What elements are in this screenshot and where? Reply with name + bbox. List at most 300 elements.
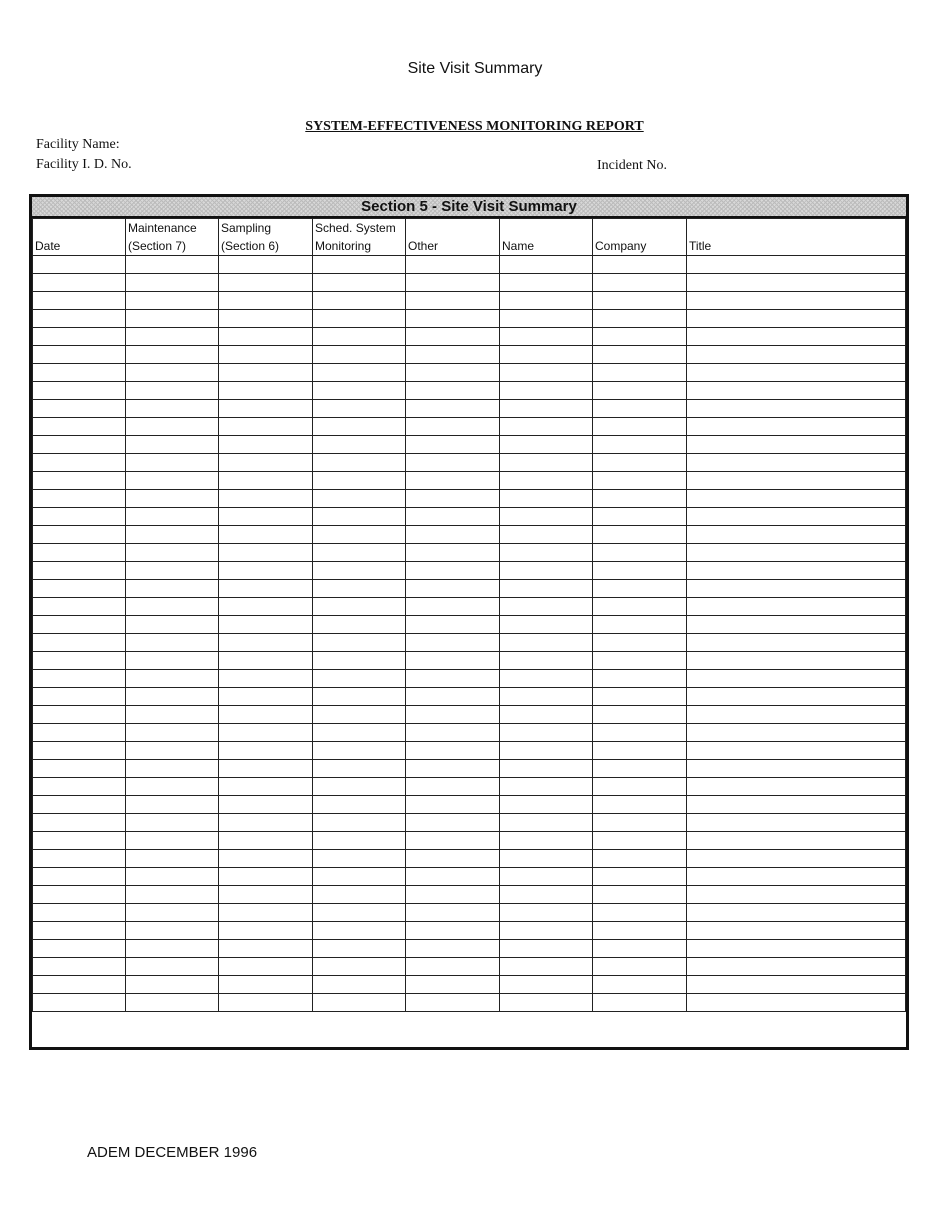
table-cell[interactable] [406,472,500,490]
table-cell[interactable] [313,310,406,328]
table-cell[interactable] [219,778,313,796]
table-cell[interactable] [687,562,906,580]
table-cell[interactable] [313,814,406,832]
table-cell[interactable] [500,274,593,292]
table-cell[interactable] [219,868,313,886]
table-cell[interactable] [313,364,406,382]
table-cell[interactable] [406,616,500,634]
table-cell[interactable] [593,310,687,328]
table-cell[interactable] [313,292,406,310]
table-cell[interactable] [313,562,406,580]
table-cell[interactable] [500,472,593,490]
table-cell[interactable] [687,418,906,436]
table-cell[interactable] [313,652,406,670]
table-cell[interactable] [219,904,313,922]
table-cell[interactable] [500,850,593,868]
table-cell[interactable] [406,994,500,1012]
table-cell[interactable] [406,274,500,292]
table-cell[interactable] [406,310,500,328]
table-cell[interactable] [126,328,219,346]
table-cell[interactable] [219,490,313,508]
table-cell[interactable] [33,688,126,706]
table-cell[interactable] [593,886,687,904]
table-cell[interactable] [406,850,500,868]
table-cell[interactable] [33,526,126,544]
table-cell[interactable] [126,418,219,436]
table-cell[interactable] [219,400,313,418]
table-cell[interactable] [593,778,687,796]
table-cell[interactable] [406,418,500,436]
table-cell[interactable] [406,598,500,616]
table-cell[interactable] [219,940,313,958]
table-cell[interactable] [593,382,687,400]
table-cell[interactable] [593,436,687,454]
table-cell[interactable] [687,436,906,454]
table-cell[interactable] [593,490,687,508]
table-cell[interactable] [219,796,313,814]
table-cell[interactable] [219,958,313,976]
table-cell[interactable] [219,832,313,850]
table-cell[interactable] [313,616,406,634]
table-cell[interactable] [593,832,687,850]
table-cell[interactable] [33,328,126,346]
table-cell[interactable] [500,868,593,886]
table-cell[interactable] [593,652,687,670]
table-cell[interactable] [126,886,219,904]
table-cell[interactable] [33,832,126,850]
table-cell[interactable] [33,796,126,814]
table-cell[interactable] [313,904,406,922]
table-cell[interactable] [687,670,906,688]
table-cell[interactable] [593,598,687,616]
table-cell[interactable] [313,526,406,544]
table-cell[interactable] [313,580,406,598]
table-cell[interactable] [500,832,593,850]
table-cell[interactable] [406,544,500,562]
table-cell[interactable] [219,634,313,652]
table-cell[interactable] [33,454,126,472]
table-cell[interactable] [687,598,906,616]
table-cell[interactable] [313,706,406,724]
table-cell[interactable] [500,688,593,706]
table-cell[interactable] [500,418,593,436]
table-cell[interactable] [500,976,593,994]
table-cell[interactable] [687,958,906,976]
table-cell[interactable] [219,580,313,598]
table-cell[interactable] [219,436,313,454]
table-cell[interactable] [593,976,687,994]
table-cell[interactable] [33,742,126,760]
table-cell[interactable] [33,508,126,526]
table-cell[interactable] [126,868,219,886]
table-cell[interactable] [33,472,126,490]
table-cell[interactable] [406,364,500,382]
table-cell[interactable] [500,400,593,418]
table-cell[interactable] [687,994,906,1012]
table-cell[interactable] [313,400,406,418]
table-cell[interactable] [219,526,313,544]
table-cell[interactable] [593,724,687,742]
table-cell[interactable] [33,400,126,418]
table-cell[interactable] [406,400,500,418]
table-cell[interactable] [687,346,906,364]
table-cell[interactable] [313,382,406,400]
table-cell[interactable] [406,634,500,652]
table-cell[interactable] [687,472,906,490]
table-cell[interactable] [33,958,126,976]
table-cell[interactable] [687,778,906,796]
table-cell[interactable] [219,706,313,724]
table-cell[interactable] [126,958,219,976]
table-cell[interactable] [313,922,406,940]
table-cell[interactable] [126,382,219,400]
table-cell[interactable] [313,994,406,1012]
table-cell[interactable] [406,652,500,670]
table-cell[interactable] [687,832,906,850]
table-cell[interactable] [593,526,687,544]
table-cell[interactable] [313,598,406,616]
table-cell[interactable] [313,688,406,706]
table-cell[interactable] [687,814,906,832]
table-cell[interactable] [219,292,313,310]
table-cell[interactable] [33,814,126,832]
table-cell[interactable] [406,778,500,796]
table-cell[interactable] [219,814,313,832]
table-cell[interactable] [406,436,500,454]
table-cell[interactable] [219,508,313,526]
table-cell[interactable] [406,454,500,472]
table-cell[interactable] [687,904,906,922]
table-cell[interactable] [33,436,126,454]
table-cell[interactable] [593,472,687,490]
table-cell[interactable] [406,562,500,580]
table-cell[interactable] [687,292,906,310]
table-cell[interactable] [33,292,126,310]
table-cell[interactable] [687,922,906,940]
table-cell[interactable] [406,292,500,310]
table-cell[interactable] [500,778,593,796]
table-cell[interactable] [126,796,219,814]
table-cell[interactable] [406,670,500,688]
table-cell[interactable] [126,580,219,598]
table-cell[interactable] [687,616,906,634]
table-cell[interactable] [313,544,406,562]
table-cell[interactable] [313,958,406,976]
table-cell[interactable] [500,382,593,400]
table-cell[interactable] [313,868,406,886]
table-cell[interactable] [500,364,593,382]
table-cell[interactable] [126,724,219,742]
table-cell[interactable] [687,760,906,778]
table-cell[interactable] [313,850,406,868]
table-cell[interactable] [687,364,906,382]
table-cell[interactable] [126,400,219,418]
table-cell[interactable] [593,868,687,886]
table-cell[interactable] [33,346,126,364]
table-cell[interactable] [126,904,219,922]
table-cell[interactable] [500,346,593,364]
table-cell[interactable] [313,976,406,994]
table-cell[interactable] [593,796,687,814]
table-cell[interactable] [687,850,906,868]
table-cell[interactable] [219,256,313,274]
table-cell[interactable] [406,490,500,508]
table-cell[interactable] [126,544,219,562]
table-cell[interactable] [406,886,500,904]
table-cell[interactable] [219,598,313,616]
table-cell[interactable] [33,940,126,958]
table-cell[interactable] [219,976,313,994]
table-cell[interactable] [313,742,406,760]
table-cell[interactable] [313,328,406,346]
table-cell[interactable] [126,490,219,508]
table-cell[interactable] [406,724,500,742]
table-cell[interactable] [406,940,500,958]
table-cell[interactable] [406,526,500,544]
table-cell[interactable] [219,310,313,328]
table-cell[interactable] [687,256,906,274]
table-cell[interactable] [406,346,500,364]
table-cell[interactable] [406,706,500,724]
table-cell[interactable] [313,886,406,904]
table-cell[interactable] [406,256,500,274]
table-cell[interactable] [126,436,219,454]
table-cell[interactable] [313,274,406,292]
table-cell[interactable] [500,958,593,976]
table-cell[interactable] [593,256,687,274]
table-cell[interactable] [687,382,906,400]
table-cell[interactable] [33,418,126,436]
table-cell[interactable] [313,256,406,274]
table-cell[interactable] [313,490,406,508]
table-cell[interactable] [593,508,687,526]
table-cell[interactable] [126,922,219,940]
table-cell[interactable] [33,562,126,580]
table-cell[interactable] [593,562,687,580]
table-cell[interactable] [126,778,219,796]
table-cell[interactable] [593,814,687,832]
table-cell[interactable] [33,904,126,922]
table-cell[interactable] [219,616,313,634]
table-cell[interactable] [500,652,593,670]
table-cell[interactable] [126,814,219,832]
table-cell[interactable] [687,976,906,994]
table-cell[interactable] [687,706,906,724]
table-cell[interactable] [687,688,906,706]
table-cell[interactable] [33,886,126,904]
table-cell[interactable] [500,598,593,616]
table-cell[interactable] [593,940,687,958]
table-cell[interactable] [500,796,593,814]
table-cell[interactable] [593,958,687,976]
table-cell[interactable] [219,760,313,778]
table-cell[interactable] [593,274,687,292]
table-cell[interactable] [33,310,126,328]
table-cell[interactable] [500,994,593,1012]
table-cell[interactable] [500,904,593,922]
table-cell[interactable] [406,508,500,526]
table-cell[interactable] [500,256,593,274]
table-cell[interactable] [313,760,406,778]
table-cell[interactable] [313,454,406,472]
table-cell[interactable] [406,922,500,940]
table-cell[interactable] [126,454,219,472]
table-cell[interactable] [406,760,500,778]
table-cell[interactable] [593,328,687,346]
table-cell[interactable] [593,616,687,634]
table-cell[interactable] [33,490,126,508]
table-cell[interactable] [126,616,219,634]
table-cell[interactable] [126,994,219,1012]
table-cell[interactable] [593,850,687,868]
table-cell[interactable] [500,544,593,562]
table-cell[interactable] [406,382,500,400]
table-cell[interactable] [406,688,500,706]
table-cell[interactable] [406,742,500,760]
table-cell[interactable] [406,958,500,976]
table-cell[interactable] [500,742,593,760]
table-cell[interactable] [33,850,126,868]
table-cell[interactable] [33,922,126,940]
table-cell[interactable] [687,634,906,652]
table-cell[interactable] [313,346,406,364]
table-cell[interactable] [219,742,313,760]
table-cell[interactable] [593,544,687,562]
table-cell[interactable] [500,940,593,958]
table-cell[interactable] [593,400,687,418]
table-cell[interactable] [687,274,906,292]
table-cell[interactable] [219,544,313,562]
table-cell[interactable] [313,634,406,652]
table-cell[interactable] [593,670,687,688]
table-cell[interactable] [500,454,593,472]
table-cell[interactable] [33,598,126,616]
table-cell[interactable] [33,994,126,1012]
table-cell[interactable] [33,670,126,688]
table-cell[interactable] [33,724,126,742]
table-cell[interactable] [500,580,593,598]
table-cell[interactable] [33,976,126,994]
table-cell[interactable] [126,706,219,724]
table-cell[interactable] [687,742,906,760]
table-cell[interactable] [500,760,593,778]
table-cell[interactable] [126,472,219,490]
table-cell[interactable] [593,634,687,652]
table-cell[interactable] [33,580,126,598]
table-cell[interactable] [219,922,313,940]
table-cell[interactable] [593,580,687,598]
table-cell[interactable] [593,454,687,472]
table-cell[interactable] [687,724,906,742]
table-cell[interactable] [313,472,406,490]
table-cell[interactable] [33,274,126,292]
table-cell[interactable] [500,508,593,526]
table-cell[interactable] [500,490,593,508]
table-cell[interactable] [219,688,313,706]
table-cell[interactable] [126,508,219,526]
table-cell[interactable] [500,724,593,742]
table-cell[interactable] [593,760,687,778]
table-cell[interactable] [500,634,593,652]
table-cell[interactable] [500,562,593,580]
table-cell[interactable] [687,886,906,904]
table-cell[interactable] [500,526,593,544]
table-cell[interactable] [406,796,500,814]
table-cell[interactable] [126,742,219,760]
table-cell[interactable] [33,544,126,562]
table-cell[interactable] [313,940,406,958]
table-cell[interactable] [219,274,313,292]
table-cell[interactable] [313,436,406,454]
table-cell[interactable] [687,796,906,814]
table-cell[interactable] [593,994,687,1012]
table-cell[interactable] [500,436,593,454]
table-cell[interactable] [219,364,313,382]
table-cell[interactable] [313,778,406,796]
table-cell[interactable] [500,814,593,832]
table-cell[interactable] [219,562,313,580]
table-cell[interactable] [219,994,313,1012]
table-cell[interactable] [126,688,219,706]
table-cell[interactable] [406,976,500,994]
table-cell[interactable] [33,868,126,886]
table-cell[interactable] [126,598,219,616]
table-cell[interactable] [33,706,126,724]
table-cell[interactable] [313,508,406,526]
table-cell[interactable] [219,670,313,688]
table-cell[interactable] [33,616,126,634]
table-cell[interactable] [593,742,687,760]
table-cell[interactable] [593,346,687,364]
table-cell[interactable] [33,652,126,670]
table-cell[interactable] [500,616,593,634]
table-cell[interactable] [687,580,906,598]
table-cell[interactable] [126,634,219,652]
table-cell[interactable] [126,292,219,310]
table-cell[interactable] [500,670,593,688]
table-cell[interactable] [33,778,126,796]
table-cell[interactable] [33,364,126,382]
table-cell[interactable] [593,706,687,724]
table-cell[interactable] [313,832,406,850]
table-cell[interactable] [593,904,687,922]
table-cell[interactable] [219,454,313,472]
table-cell[interactable] [219,850,313,868]
table-cell[interactable] [219,418,313,436]
table-cell[interactable] [126,310,219,328]
table-cell[interactable] [500,886,593,904]
table-cell[interactable] [219,472,313,490]
table-cell[interactable] [593,364,687,382]
table-cell[interactable] [33,256,126,274]
table-cell[interactable] [687,310,906,328]
table-cell[interactable] [687,454,906,472]
table-cell[interactable] [126,526,219,544]
table-cell[interactable] [126,652,219,670]
table-cell[interactable] [313,724,406,742]
table-cell[interactable] [219,328,313,346]
table-cell[interactable] [406,814,500,832]
table-cell[interactable] [313,796,406,814]
table-cell[interactable] [219,886,313,904]
table-cell[interactable] [126,364,219,382]
table-cell[interactable] [593,688,687,706]
table-cell[interactable] [500,310,593,328]
table-cell[interactable] [687,544,906,562]
table-cell[interactable] [126,256,219,274]
table-cell[interactable] [33,382,126,400]
table-cell[interactable] [687,490,906,508]
